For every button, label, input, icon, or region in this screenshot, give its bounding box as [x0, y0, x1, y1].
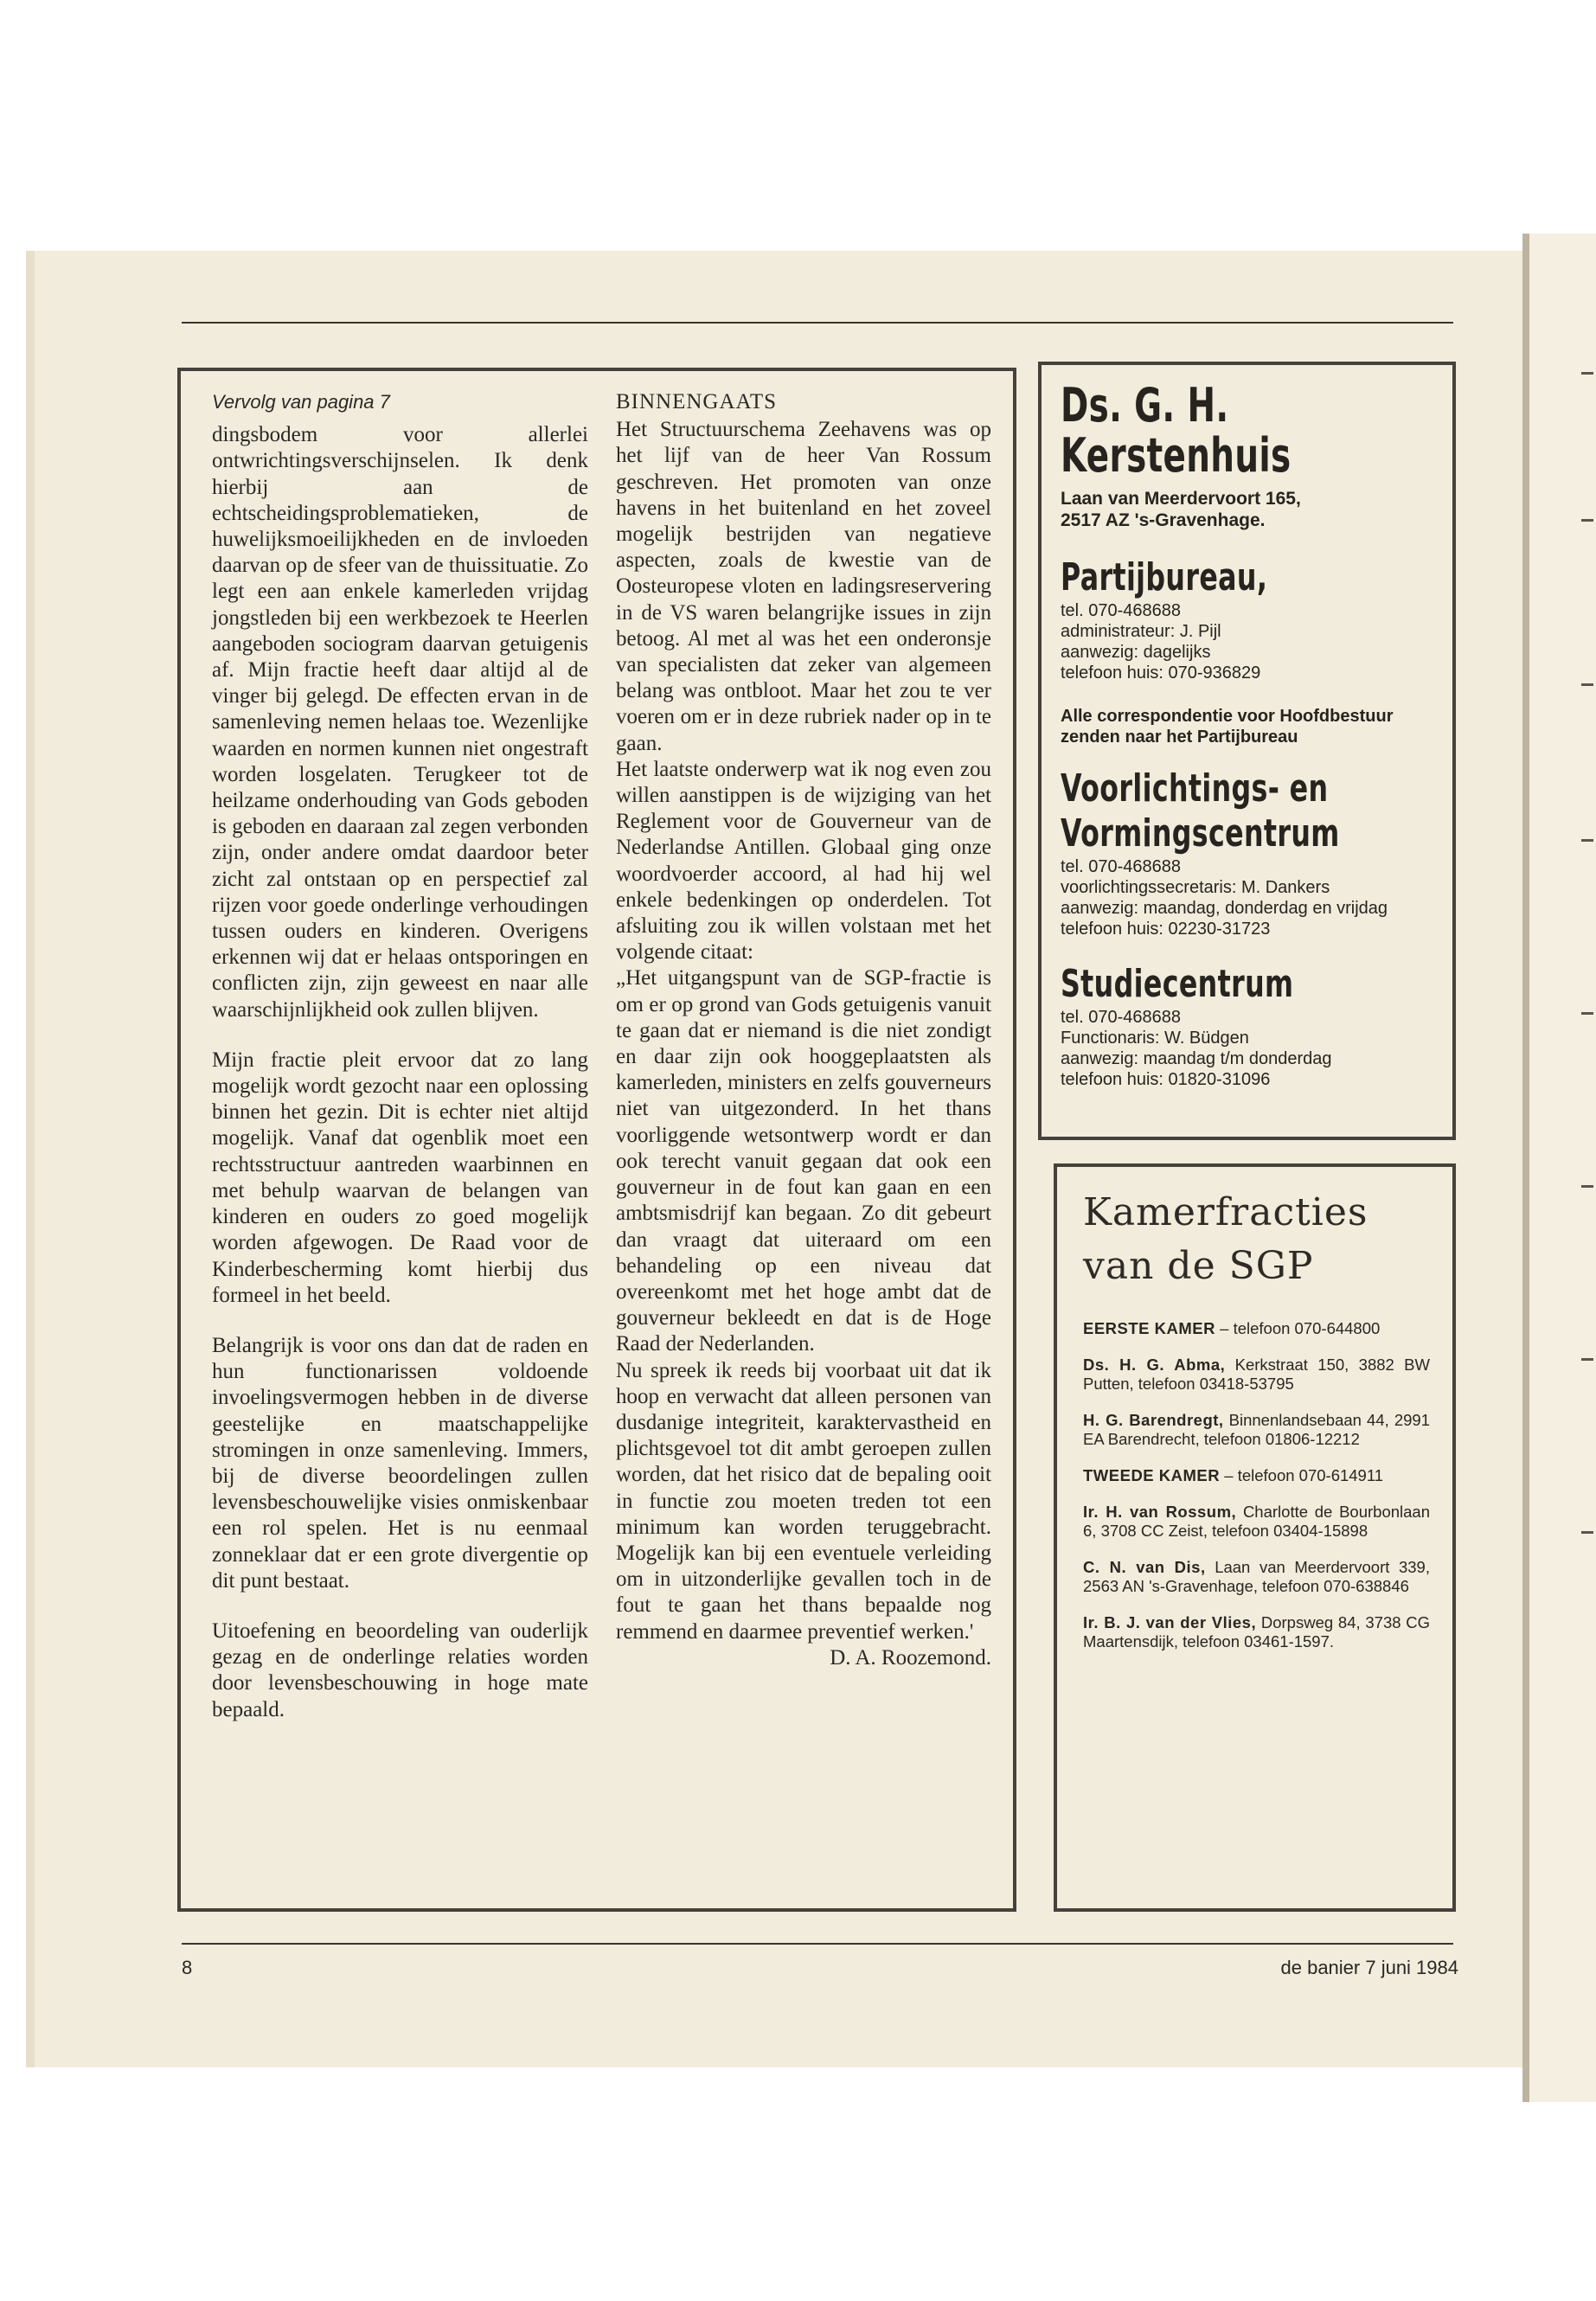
member-entry: [1083, 1503, 1430, 1541]
paragraph: dingsbodem voor allerlei ontwrichtingsverschijnselen. Ik denk hierbij aan de echtscheidingsproblematieken, de huwelijksmoeilijkheden en de invloeden daarvan op de sfeer van de thuissituatie. Zo legt een aan enkele kamerleden vrijdag jongstleden bij een werkbezoek te Heerlen aangeboden sociogram daarvan getuigenis af. Mijn fractie heeft daar altijd al de vinger bij gelegd. De effecten ervan in de samenleving nemen helaas toe. Wezenlijke waarden en normen kunnen niet ongestraft worden losgelaten. Terugkeer tot de heilzame onderhouding van Gods geboden is geboden en daaraan zal zegen verbonden zijn, onder andere omdat daardoor beter zicht zal ontstaan op en perspectief zal rijzen voor goede onderlinge verhoudingen tussen ouders en kinderen. Overigens erkennen wij dat er helaas ontsporingen en conflicten zijn, zijn geweest en naar alle waarschijnlijkheid ook zullen blijven.: [212, 423, 588, 1022]
member-name: C. N. van Dis,: [1083, 1558, 1206, 1576]
eerste-kamer-entry: [1083, 1319, 1430, 1338]
chamber-phone: – telefoon 070-614911: [1220, 1466, 1384, 1484]
kamerfracties-box: [1054, 1163, 1456, 1912]
article-column-left: [212, 389, 588, 1747]
member-name: Ds. H. G. Abma,: [1083, 1356, 1226, 1374]
bottom-rule: [182, 1943, 1453, 1945]
quote-paragraph: Nu spreek ik reeds bij voorbaat uit dat ik hoop en verwacht dat alleen personen van dusdanige integriteit, karaktervastheid en plichtsgevoel tot dit ambt geroepen zullen worden, dat het risico dat de bepaling ooit in functie zou moeten treden tot een minimum kan worden teruggebracht. Mogelijk kan bij een eventuele verleiding om in uitzonderlijke gevallen toch in de fout te gaan het thans bepaalde nog remmend en daarmee preventief werken.': [616, 1358, 991, 1644]
home-phone: telefoon huis: 02230-31723: [1061, 920, 1271, 939]
member-name: Ir. B. J. van der Vlies,: [1083, 1613, 1257, 1631]
top-rule: [182, 322, 1453, 324]
member-entry: [1083, 1613, 1430, 1651]
adjacent-text-fragment: [1581, 519, 1593, 522]
author-signature: D. A. Roozemond.: [830, 1645, 991, 1670]
article-column-middle: [616, 389, 991, 1671]
member-details: Binnenlandsebaan 44, 2991 EA Barendrecht, telefoon 01806-12212: [1083, 1411, 1430, 1448]
adjacent-text-fragment: [1581, 683, 1593, 686]
address-line: 2517 AZ 's-Gravenhage.: [1061, 510, 1266, 530]
section-heading: BINNENGAATS: [616, 390, 777, 413]
kerstenhuis-box: [1038, 362, 1456, 1140]
chamber-label: TWEEDE KAMER: [1083, 1466, 1221, 1484]
member-entry: [1083, 1558, 1430, 1596]
home-phone: telefoon huis: 070-936829: [1061, 663, 1261, 683]
paragraph: Het Structuurschema Zeehavens was op het lijf van de heer Van Rossum geschreven. Het promoten van onze havens in het buitenland en het zoveel mogelijk bestrijden van negatieve aspecten, zoals de kwestie van de Oosteuropese vloten en ladingsreservering in de VS waren belangrijke issues in zijn betoog. Al met al was het een onderonsje van specialisten dat zeker van algemeen belang was ontbloot. Maar het zou te ver voeren om er in deze rubriek nader op in te gaan.: [616, 418, 991, 755]
member-details: Dorpsweg 84, 3738 CG Maartensdijk, telefoon 03461-1597.: [1083, 1613, 1431, 1650]
correspondence-note: Alle correspondentie voor Hoofdbestuur zenden naar het Partijbureau: [1061, 707, 1394, 747]
adjacent-text-fragment: [1581, 1358, 1593, 1361]
presence: aanwezig: maandag t/m donderdag: [1061, 1049, 1332, 1068]
presence: aanwezig: maandag, donderdag en vrijdag: [1061, 899, 1388, 918]
paragraph: Het laatste onderwerp wat ik nog even zou willen aanstippen is de wijziging van het Reglement voor de Gouverneur van de Nederlandse Antillen. Globaal ging onze woordvoerder accoord, al had hij wel enkele bedenkingen op onderdelen. Tot afsluiting zou ik willen volstaan met het volgende citaat:: [616, 757, 991, 965]
functionary: Functionaris: W. Büdgen: [1061, 1029, 1249, 1048]
adjacent-text-fragment: [1581, 839, 1593, 842]
tweede-kamer-entry: [1083, 1466, 1430, 1485]
paragraph: Belangrijk is voor ons dan dat de raden en hun functionarissen voldoende invoelingsvermogen hebben in de diverse geestelijke en maatschappelijke stromingen in onze samenleving. Immers, bij de diverse beoordelingen zullen levensbeschouwelijke visies onmiskenbaar een rol spelen. Het is nu eenmaal zonneklaar dat er een grote divergentie op dit punt bestaat.: [212, 1333, 588, 1593]
partijbureau-heading: Partijbureau,: [1061, 555, 1268, 599]
kerstenhuis-title: Kerstenhuis: [1061, 428, 1292, 483]
adjacent-page-edge: [1522, 234, 1596, 2102]
member-details: Charlotte de Bourbonlaan 6, 3708 CC Zeist, telefoon 03404-15898: [1083, 1503, 1430, 1540]
paragraph: Mijn fractie pleit ervoor dat zo lang mogelijk wordt gezocht naar een oplossing binnen het gezin. Dit is echter niet altijd mogelijk. Vanaf dat ogenblik moet een rechtsstructuur aantreden waarbinnen en met behulp waarvan de belangen van kinderen en ouders zo goed mogelijk worden afgewogen. De Raad voor de Kinderbescherming komt hierbij dus formeel in het beeld.: [212, 1048, 588, 1307]
vorming-heading: Vormingscentrum: [1061, 811, 1340, 856]
presence: aanwezig: dagelijks: [1061, 643, 1211, 662]
adjacent-text-fragment: [1581, 1531, 1593, 1534]
adjacent-text-fragment: [1581, 372, 1593, 375]
kerstenhuis-title: Ds. G. H.: [1061, 378, 1229, 433]
chamber-label: EERSTE KAMER: [1083, 1319, 1215, 1337]
home-phone: telefoon huis: 01820-31096: [1061, 1070, 1271, 1089]
administrator: administrateur: J. Pijl: [1061, 622, 1221, 641]
adjacent-text-fragment: [1581, 1012, 1593, 1015]
address-line: Laan van Meerdervoort 165,: [1061, 489, 1301, 509]
publication-footer: de banier 7 juni 1984: [1280, 1957, 1458, 1978]
phone: tel. 070-468688: [1061, 857, 1182, 876]
paragraph: Uitoefening en beoordeling van ouderlijk gezag en de onderlinge relaties worden door levensbeschouwing in hoge mate bepaald.: [212, 1618, 588, 1721]
member-details: Laan van Meerdervoort 339, 2563 AN 's-Gravenhage, telefoon 070-638846: [1083, 1558, 1430, 1595]
phone: tel. 070-468688: [1061, 1008, 1182, 1027]
member-name: H. G. Barendregt,: [1083, 1411, 1224, 1429]
studiecentrum-heading: Studiecentrum: [1061, 962, 1294, 1006]
page-number: 8: [182, 1957, 193, 1978]
member-details: Kerkstraat 150, 3882 BW Putten, telefoon 03418-53795: [1083, 1356, 1430, 1393]
member-name: Ir. H. van Rossum,: [1083, 1503, 1237, 1521]
kamerfracties-title-line: van de SGP: [1083, 1244, 1314, 1288]
kamerfracties-title-line: Kamerfracties: [1083, 1190, 1368, 1234]
secretary: voorlichtingssecretaris: M. Dankers: [1061, 878, 1330, 897]
chamber-phone: – telefoon 070-644800: [1215, 1319, 1381, 1337]
quote-paragraph: „Het uitgangspunt van de SGP-fractie is om er op grond van Gods getuigenis vanuit te gaan dat er niemand is die niet zondigt en daar zijn ook hooggeplaatsten als kamerleden, ministers en zelfs gouverneurs niet van uitgezonderd. In het thans voorliggende wetsontwerp wordt er dan ook terecht vanuit gegaan dat ook een gouverneur in de fout kan gaan en een ambtsmisdrijf kan begaan. Zo dit gebeurt dan vraagt dat uiteraard om een behandeling op een niveau dat overeenkomt met het hoge ambt dat de gouverneur bekleedt en dat is de Hoge Raad der Nederlanden.: [616, 966, 991, 1356]
adjacent-text-fragment: [1581, 1185, 1593, 1188]
member-entry: [1083, 1356, 1430, 1394]
phone: tel. 070-468688: [1061, 601, 1182, 620]
vorming-heading: Voorlichtings- en: [1061, 766, 1329, 811]
kamerfracties-title: [1083, 1186, 1430, 1293]
member-entry: [1083, 1411, 1430, 1449]
continued-label: Vervolg van pagina 7: [212, 391, 390, 413]
